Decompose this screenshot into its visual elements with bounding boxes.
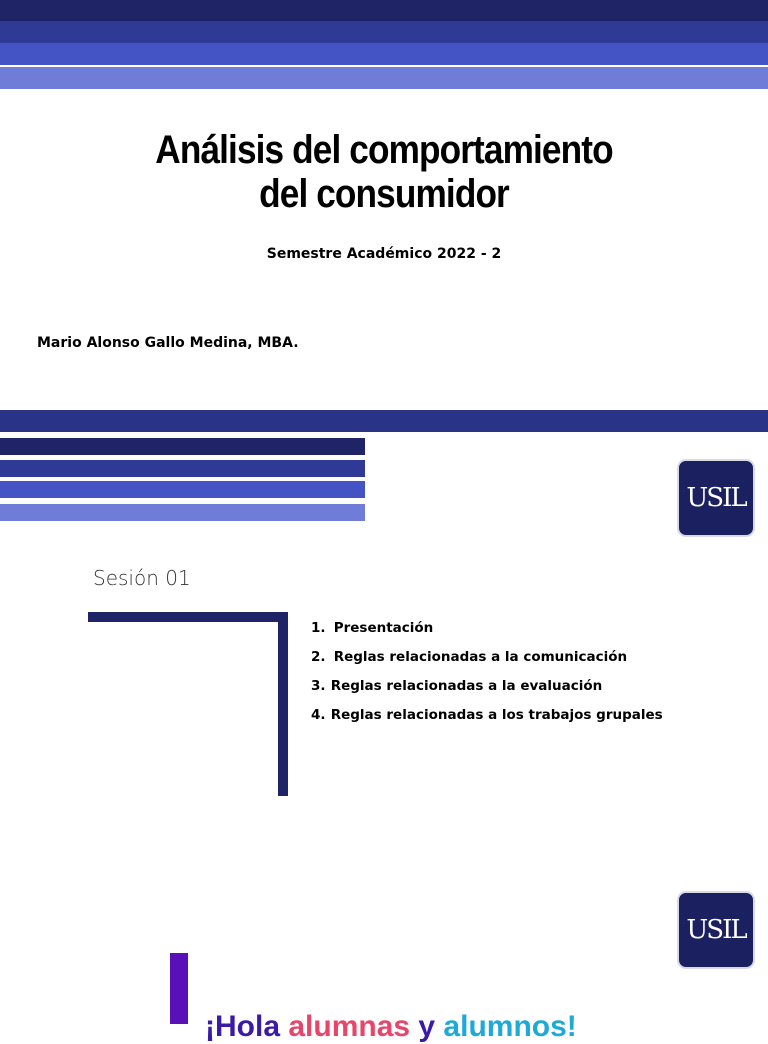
header-stripe-4 [0, 67, 768, 89]
agenda-item-number: 4. [311, 707, 326, 723]
bracket-vertical [278, 612, 288, 796]
agenda-item-text: Reglas relacionadas a la evaluación [330, 678, 603, 694]
agenda-item-text: Presentación [333, 620, 434, 636]
header-bar-3 [0, 481, 365, 498]
header-stripe-3 [0, 43, 768, 65]
semester-label: Semestre Académico 2022 - 2 [266, 246, 502, 262]
accent-bar [170, 953, 188, 1024]
agenda-item-text: Reglas relacionadas a la comunicación [333, 649, 628, 665]
greeting-slide [0, 850, 768, 1043]
agenda-item [311, 701, 663, 730]
header-bar-4 [0, 504, 365, 521]
session-title: Sesión 01 [93, 566, 191, 590]
agenda-slide [0, 410, 768, 850]
greeting-part-y: y [410, 1010, 444, 1043]
top-band [0, 410, 768, 432]
agenda-item [311, 643, 663, 672]
greeting-part-alumnas: alumnas [288, 1010, 411, 1043]
agenda-item [311, 614, 663, 643]
logo-text: USIL [686, 915, 746, 945]
course-title-line-1: Análisis del comportamiento [155, 128, 613, 172]
greeting-part-alumnos: alumnos! [443, 1010, 577, 1043]
agenda-item [311, 672, 663, 701]
agenda-item-text: Reglas relacionadas a los trabajos grupales [330, 707, 663, 723]
logo-text: USIL [686, 483, 746, 513]
agenda-list [311, 614, 663, 730]
greeting-text [205, 1010, 577, 1044]
header-stripe-2 [0, 21, 768, 43]
header-bar-1 [0, 438, 365, 455]
bracket-horizontal [88, 612, 288, 622]
course-title-line-2: del consumidor [259, 172, 509, 216]
agenda-item-number: 1. [311, 620, 326, 636]
usil-logo-icon [677, 459, 755, 537]
course-title [46, 128, 722, 216]
usil-logo-icon [677, 891, 755, 969]
header-bar-2 [0, 460, 365, 477]
title-slide [0, 0, 768, 410]
agenda-item-number: 3. [311, 678, 326, 694]
author-name: Mario Alonso Gallo Medina, MBA. [37, 335, 299, 351]
header-stripe-1 [0, 0, 768, 21]
greeting-part-hola: ¡Hola [205, 1010, 289, 1043]
agenda-item-number: 2. [311, 649, 326, 665]
